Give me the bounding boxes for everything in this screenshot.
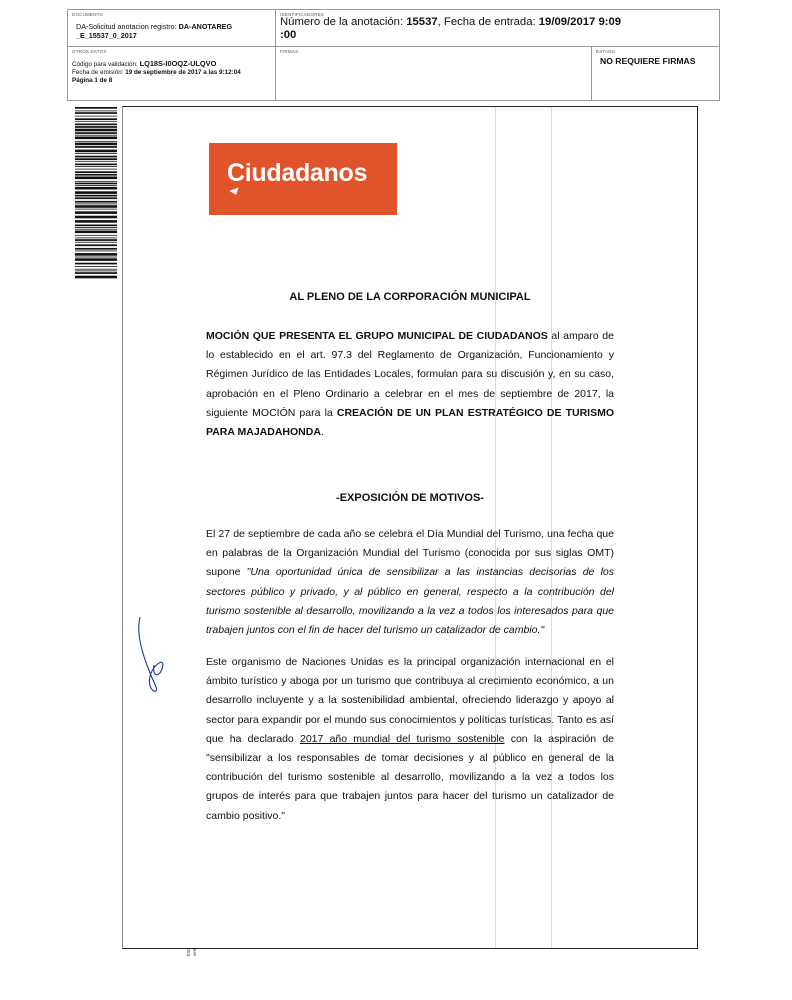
motion-paragraph [206, 327, 614, 442]
barcode-bar [75, 126, 117, 128]
barcode-bar [75, 253, 117, 256]
motion-title: MOCIÓN QUE PRESENTA EL GRUPO MUNICIPAL DE CIUDADANOS [206, 330, 548, 342]
barcode-bar [75, 171, 117, 173]
validacion-code[interactable]: LQ18S-I0OQZ-ULQVO [139, 59, 217, 68]
barcode-bar [75, 124, 117, 126]
barcode-bar [75, 111, 117, 112]
barcode-bar [75, 272, 117, 274]
barcode-bar [75, 204, 117, 205]
barcode-bar [75, 211, 117, 214]
barcode-bar [75, 118, 117, 120]
ciudadanos-logo [209, 143, 397, 215]
barcode-bar [75, 150, 117, 153]
otros-datos-value [72, 60, 241, 85]
barcode-bar [75, 276, 117, 279]
barcode-bar [75, 132, 117, 134]
documento-value [76, 22, 232, 40]
barcode-bar [75, 129, 117, 132]
paragraph-text: Este organismo de Naciones Unidas es la principal organización internacional en el ámbito turístico y aboga por un turismo que contribuya al crecimiento económico, a un desarrollo incluyente y a la sostenibilidad ambiental, ofreciendo liderazgo y apoyo al sector para expandir por el mundo sus conocimientos y políticas turísticas. Tanto es así que ha declarado [206, 656, 614, 745]
barcode-bar [75, 235, 117, 236]
barcode-bar [75, 195, 117, 197]
anotacion-value [280, 16, 621, 42]
barcode-bar [75, 158, 117, 160]
exposition-paragraph-1 [206, 525, 614, 640]
logo-mark-icon [229, 187, 240, 196]
barcode-bar [75, 238, 117, 239]
barcode-bar [75, 229, 117, 230]
barcode-bar [75, 177, 117, 180]
barcode-bar [75, 227, 117, 228]
barcode-bar [75, 220, 117, 223]
barcode-bar [75, 183, 117, 185]
barcode-bar [75, 263, 117, 265]
entrada-time-cont: :00 [280, 29, 297, 41]
barcode-bar [75, 121, 117, 122]
barcode-bar [75, 209, 117, 210]
anotacion-prefix: Número de la anotación: [280, 16, 407, 28]
barcode-bar [75, 197, 117, 199]
sustainable-tourism-year-link[interactable]: 2017 año mundial del turismo sostenible [299, 732, 505, 745]
barcode-bar [75, 205, 117, 208]
identificadores-label: IDENTIFICADORES [280, 12, 325, 17]
document-header [67, 9, 720, 101]
validacion-prefix: Código para validación: [72, 61, 140, 68]
identificadores-cell [276, 10, 719, 47]
paragraph-text: El 27 de septiembre de cada año se celebra el Día Mundial del Turismo, una fecha que en palabras de la Organización Mundial del Turismo (conocida por sus siglas OMT) supone [206, 528, 614, 579]
documento-text: DA-Solicitud anotacion registro: [76, 22, 179, 31]
documento-label: DOCUMENTO [72, 12, 104, 17]
entrada-prefix: , Fecha de entrada: [437, 16, 539, 28]
barcode-bar [75, 244, 117, 246]
barcode-bar [75, 201, 117, 203]
barcode-bar [75, 248, 117, 250]
scanned-page [122, 106, 698, 949]
firmas-label: FIRMAS [280, 49, 299, 54]
barcode-bar [75, 269, 117, 270]
otros-datos-cell [68, 47, 276, 100]
otros-datos-label: OTROS DATOS [72, 49, 107, 54]
estado-cell [592, 47, 719, 100]
documento-cell [68, 10, 276, 47]
barcode-bar [75, 191, 117, 194]
barcode-bar [75, 116, 117, 117]
barcode-bar [75, 216, 117, 219]
barcode-bar [75, 225, 117, 227]
barcode-bar [75, 143, 117, 146]
barcode-bar [75, 164, 117, 166]
barcode-bar [75, 153, 117, 154]
barcode-bar [75, 141, 117, 142]
motion-text: al amparo de lo establecido en el art. 97.3 del Reglamento de Organización, Funcionamiento y Régimen Jurídico de las Entidades Locales, formulan para su discusión y, en su caso, aprobación en el Pleno Ordinario a celebrar en el mes de septiembre de 2017, la siguiente MOCIÓN para la [206, 330, 614, 419]
barcode-bar [75, 258, 117, 261]
logo-text: Ciudadanos [227, 159, 368, 187]
barcode-bar [75, 137, 117, 140]
estado-label: ESTADO [596, 49, 616, 54]
omt-quote: "Una oportunidad única de sensibilizar a las instancias decisorias de los sectores público y privado, y al público en general, respecto a la contribución del turismo sostenible al desarrollo, movilizando a la vez a todos los interesados para que trabajen juntos con el fin de hacer del turismo un catalizador de cambio." [206, 566, 614, 637]
section-heading: -EXPOSICIÓN DE MOTIVOS- [336, 492, 484, 504]
barcode-icon [75, 107, 117, 279]
barcode-bar [75, 251, 117, 252]
barcode-bar [75, 257, 117, 258]
emision-value: 19 de septiembre de 2017 a las 9:12:04 [125, 69, 241, 76]
barcode-bar [75, 185, 117, 186]
handwritten-signature-icon [126, 613, 174, 693]
paragraph-text-cont: con la aspiración de "sensibilizar a los responsables de tomar decisiones y al público en general de la contribución del turismo sostenible al desarrollo, movilizando a la vez a todos los grupos de interés para que trabajen juntos para hacer del turismo un catalizador de cambio positivo." [206, 732, 614, 822]
barcode-bar [75, 169, 117, 170]
exposition-paragraph-2 [206, 653, 614, 826]
motion-subject: CREACIÓN DE UN PLAN ESTRATÉGICO DE TURISMO PARA MAJADAHONDA [206, 406, 614, 439]
emision-prefix: Fecha de emisión: [72, 69, 126, 76]
documento-code-cont: _E_15537_0_2017 [76, 31, 137, 40]
anotacion-number: 15537 [406, 16, 438, 28]
documento-code: DA-ANOTAREG [178, 22, 233, 31]
barcode-bar [75, 271, 117, 272]
barcode-bar [75, 166, 117, 167]
estado-value: NO REQUIERE FIRMAS [600, 56, 696, 66]
barcode-bar [75, 112, 117, 114]
barcode-bar [75, 187, 117, 190]
barcode-bar [75, 174, 117, 176]
barcode-bar [75, 135, 117, 136]
entrada-date: 19/09/2017 9:09 [538, 16, 622, 28]
page-count: Página 1 de 8 [72, 77, 113, 84]
barcode-bar [75, 156, 117, 158]
barcode-bar [75, 107, 117, 109]
firmas-cell [276, 47, 592, 100]
barcode-bar [75, 161, 117, 162]
barcode-bar [75, 266, 117, 267]
barcode-bar [75, 242, 117, 243]
barcode-bar [75, 231, 117, 234]
addressee-heading: AL PLENO DE LA CORPORACIÓN MUNICIPAL [289, 291, 531, 303]
motion-end: . [320, 426, 324, 439]
barcode-bar [75, 239, 117, 241]
barcode-bar [75, 181, 117, 182]
barcode-bar [75, 146, 117, 148]
